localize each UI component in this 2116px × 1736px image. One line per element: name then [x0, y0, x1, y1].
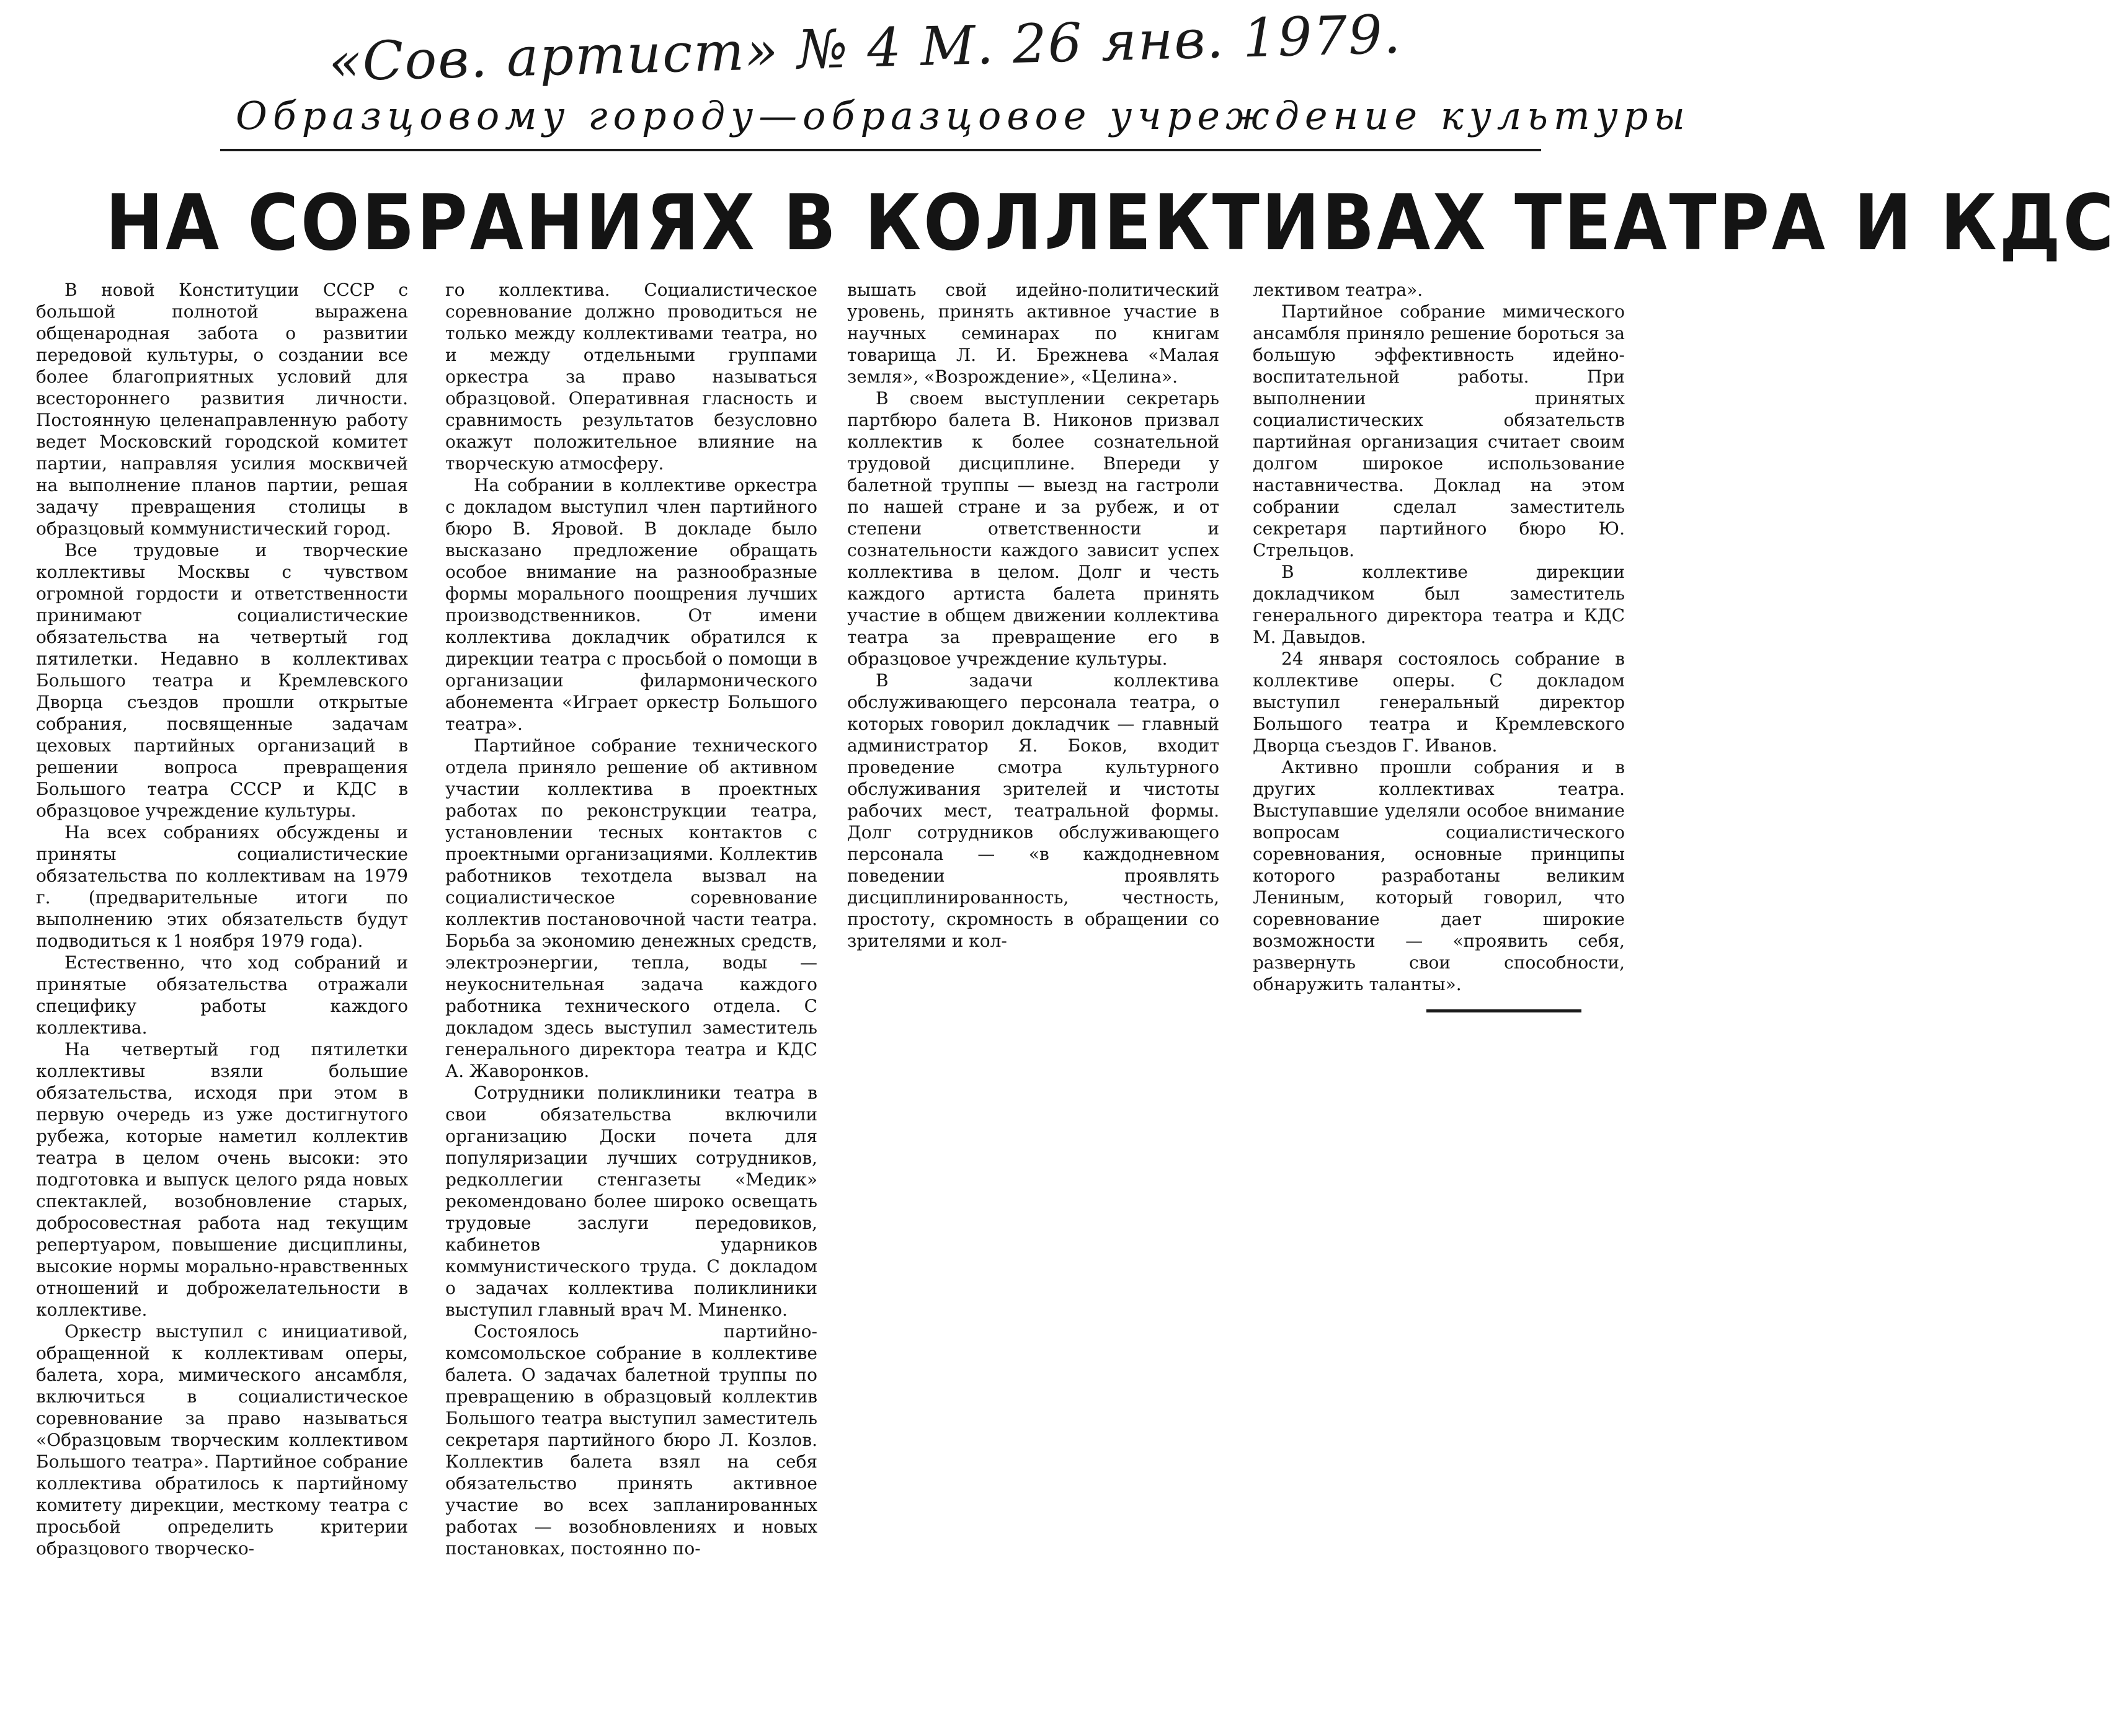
paragraph: На всех собраниях обсуждены и приняты социалистические обязательства по коллективам на 1979 г. (предварительные итоги по выполнению этих обязательств будут подводиться к 1 ноября 1979 года). [36, 822, 408, 951]
paragraph: вышать свой идейно-политический уровень, принять активное участие в научных семинарах по книгам товарища Л. И. Брежнева «Малая земля», «Возрождение», «Целина». [847, 280, 1219, 387]
paragraph: Партийное собрание технического отдела приняло решение об активном участии коллектива в проектных работах по реконструкции театра, установлении тесных контактов с проектными организациями. Коллектив работников техотдела вызвал на социалистическое соревнование коллектив постановочной части театра. Борьба за экономию денежных средств, электроэнергии, тепла, воды — неукоснительная задача каждого работника технического отдела. С докладом здесь выступил заместитель генерального директора театра и КДС А. Жаворонков. [445, 735, 817, 1081]
handwritten-source-note: «Сов. артист» № 4 М. 26 янв. 1979. [327, 3, 1403, 94]
text-column-1 [36, 279, 408, 1559]
paragraph: В задачи коллектива обслуживающего персонала театра, о которых говорил докладчик — главный администратор Я. Боков, входит проведение смотра культурного обслуживания зрителей и чистоты рабочих мест, театральной формы. Долг сотрудников обслуживающего персонала — «в каждодневном поведении проявлять дисциплинированность, честность, простоту, скромность в обращении со зрителями и кол- [847, 670, 1219, 951]
paragraph: В новой Конституции СССР с большой полнотой выражена общенародная забота о развитии передовой культуры, о создании все более благоприятных условий для всестороннего развития личности. Постоянную целенаправленную работу ведет Московский городской комитет партии, направляя усилия москвичей на выполнение планов партии, решая задачу превращения столицы в образцовый коммунистический город. [36, 280, 408, 539]
rubric-heading: Образцовому городу—образцовое учреждение культуры [236, 93, 1691, 138]
paragraph: 24 января состоялось собрание в коллективе оперы. С докладом выступил генеральный директор Большого театра и Кремлевского Дворца съездов Г. Иванов. [1253, 649, 1625, 756]
paragraph: Сотрудники поликлиники театра в свои обязательства включили организацию Доски почета для популяризации лучших сотрудников, редколлегии стенгазеты «Медик» рекомендовано более широко освещать трудовые заслуги передовиков, кабинетов ударников коммунистического труда. С докладом о задачах коллектива поликлиники выступил главный врач М. Миненко. [445, 1083, 817, 1320]
paragraph: Состоялось партийно-комсомольское собрание в коллективе балета. О задачах балетной труппы по превращению в образцовый коллектив Большого театра выступил заместитель секретаря партийного бюро Л. Козлов. Коллектив балета взял на себя обязательство принять активное участие во всех запланированных работах — возобновлениях и новых постановках, постоянно по- [445, 1321, 817, 1559]
text-column-2 [445, 279, 817, 1559]
paragraph: лективом театра». [1253, 280, 1423, 300]
paragraph: Активно прошли собрания и в других коллективах театра. Выступавшие уделяли особое внимание вопросам социалистического соревнования, основные принципы которого разработаны великим Лениным, который говорил, что соревнование дает широкие возможности — «проявить себя, развернуть свои способности, обнаружить таланты». [1253, 757, 1625, 994]
paragraph: В своем выступлении секретарь партбюро балета В. Никонов призвал коллектив к более сознательной трудовой дисциплине. Впереди у балетной труппы — выезд на гастроли по нашей стране и за рубеж, и от степени ответственности и сознательности каждого зависит успех коллектива в целом. Долг и честь каждого артиста балета принять участие в общем движении коллектива театра за превращение его в образцовое учреждение культуры. [847, 388, 1219, 669]
paragraph: На четвертый год пятилетки коллективы взяли большие обязательства, исходя при этом в первую очередь из уже достигнутого рубежа, которые наметил коллектив театра в целом очень высоки: это подготовка и выпуск целого ряда новых спектаклей, возобновление старых, добросовестная работа над текущим репертуаром, повышение дисциплины, высокие нормы морально-нравственных отношений и доброжелательности в коллективе. [36, 1039, 408, 1320]
text-column-3 [847, 279, 1219, 952]
paragraph: Естественно, что ход собраний и принятые обязательства отражали специфику работы каждого коллектива. [36, 952, 408, 1038]
article-end-rule [1426, 1009, 1581, 1012]
paragraph: Партийное собрание мимического ансамбля приняло решение бороться за большую эффективность идейно-воспитательной работы. При выполнении принятых социалистических обязательств партийная организация считает своим долгом широкое использование наставничества. Доклад на этом собрании сделал заместитель секретаря партийного бюро Ю. Стрельцов. [1253, 301, 1625, 560]
paragraph: Оркестр выступил с инициативой, обращенной к коллективам оперы, балета, хора, мимического ансамбля, включиться в социалистическое соревнование за право называться «Образцовым творческим коллективом Большого театра». Партийное собрание коллектива обратилось к партийному комитету дирекции, месткому театра с просьбой определить критерии образцового творческо- [36, 1321, 408, 1559]
paragraph: Все трудовые и творческие коллективы Москвы с чувством огромной гордости и ответственности принимают социалистические обязательства на четвертый год пятилетки. Недавно в коллективах Большого театра и Кремлевского Дворца съездов прошли открытые собрания, посвященные задачам цеховых партийных организаций в решении вопроса превращения Большого театра СССР и КДС в образцовое учреждение культуры. [36, 540, 408, 821]
text-column-4 [1253, 279, 1625, 995]
paragraph: В коллективе дирекции докладчиком был заместитель генерального директора театра и КДС М. Давыдов. [1253, 562, 1625, 647]
paragraph: На собрании в коллективе оркестра с докладом выступил член партийного бюро В. Яровой. В докладе было высказано предложение обращать особое внимание на разнообразные формы морального поощрения лучших производственников. От имени коллектива докладчик обратился к дирекции театра с просьбой о помощи в организации филармонического абонемента «Играет оркестр Большого театра». [445, 475, 817, 734]
paragraph: го коллектива. Социалистическое соревнование должно проводиться не только между коллективами театра, но и между отдельными группами оркестра за право называться образцовой. Оперативная гласность и сравнимость результатов безусловно окажут положительное влияние на творческую атмосферу. [445, 280, 817, 474]
article-headline: НА СОБРАНИЯХ В КОЛЛЕКТИВАХ ТЕАТРА И КДС [105, 179, 2116, 268]
rubric-underline [220, 149, 1541, 151]
